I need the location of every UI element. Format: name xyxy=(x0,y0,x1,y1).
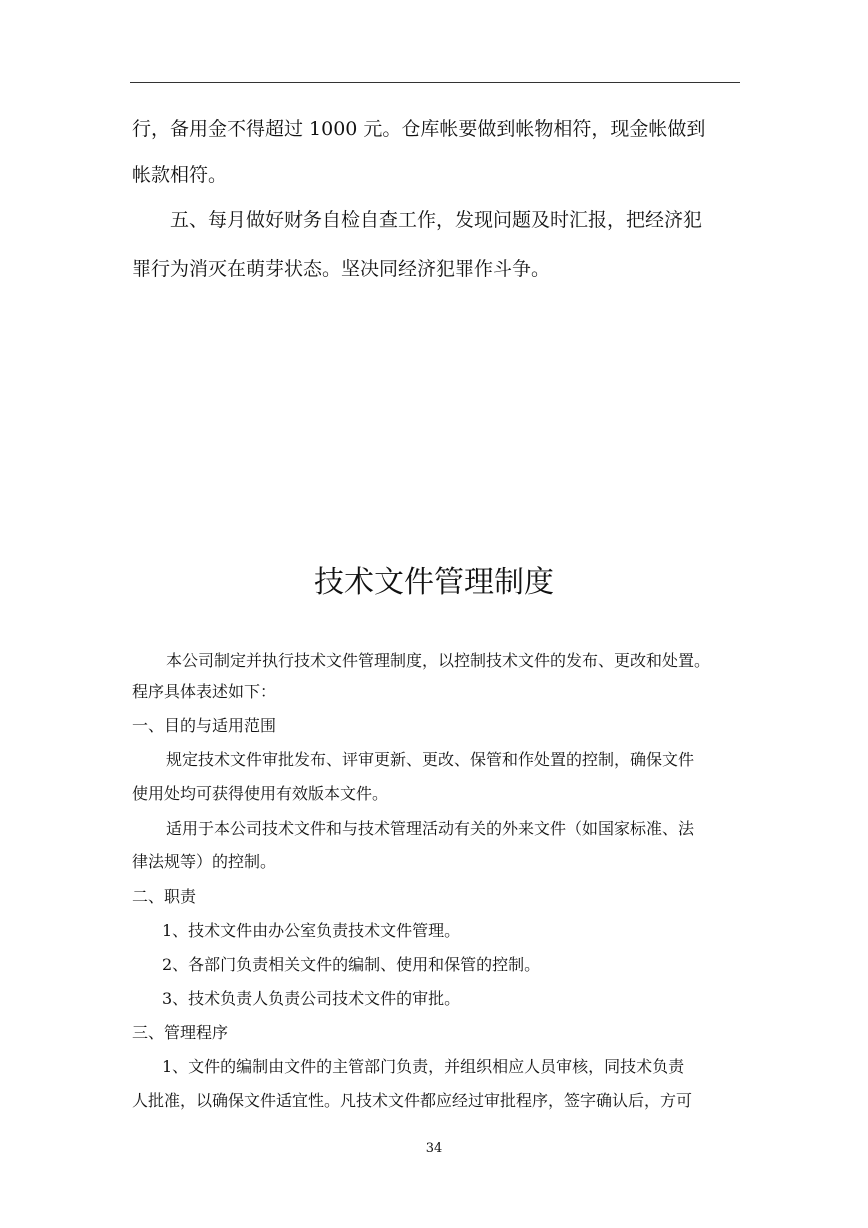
paragraph-line: 本公司制定并执行技术文件管理制度，以控制技术文件的发布、更改和处置。 xyxy=(166,651,711,670)
document-title: 技术文件管理制度 xyxy=(314,565,554,600)
section-heading: 三、管理程序 xyxy=(132,1023,229,1042)
section-heading: 二、职责 xyxy=(132,887,197,906)
paragraph-line: 行，备用金不得超过 1000 元。仓库帐要做到帐物相符，现金帐做到 xyxy=(132,118,706,140)
paragraph-line: 规定技术文件审批发布、评审更新、更改、保管和作处置的控制，确保文件 xyxy=(166,750,695,769)
list-item: 1、技术文件由办公室负责技术文件管理。 xyxy=(162,921,461,940)
paragraph-line: 五、每月做好财务自检自查工作，发现问题及时汇报，把经济犯 xyxy=(170,209,703,231)
paragraph-line: 使用处均可获得使用有效版本文件。 xyxy=(132,784,389,803)
section-heading: 一、目的与适用范围 xyxy=(132,716,277,735)
paragraph-line: 帐款相符。 xyxy=(132,164,228,186)
paragraph-line: 程序具体表述如下： xyxy=(132,682,277,701)
paragraph-line: 人批准，以确保文件适宜性。凡技术文件都应经过审批程序，签字确认后，方可 xyxy=(132,1091,693,1110)
header-rule xyxy=(130,82,740,83)
paragraph-line: 罪行为消灭在萌芽状态。坚决同经济犯罪作斗争。 xyxy=(132,258,551,280)
page-number: 34 xyxy=(425,1141,443,1156)
paragraph-line: 适用于本公司技术文件和与技术管理活动有关的外来文件（如国家标准、法 xyxy=(166,819,695,838)
list-item: 2、各部门负责相关文件的编制、使用和保管的控制。 xyxy=(162,955,541,974)
list-item: 3、技术负责人负责公司技术文件的审批。 xyxy=(162,989,461,1008)
paragraph-line: 律法规等）的控制。 xyxy=(132,852,277,871)
paragraph-line: 1、文件的编制由文件的主管部门负责，并组织相应人员审核，同技术负责 xyxy=(162,1057,685,1076)
